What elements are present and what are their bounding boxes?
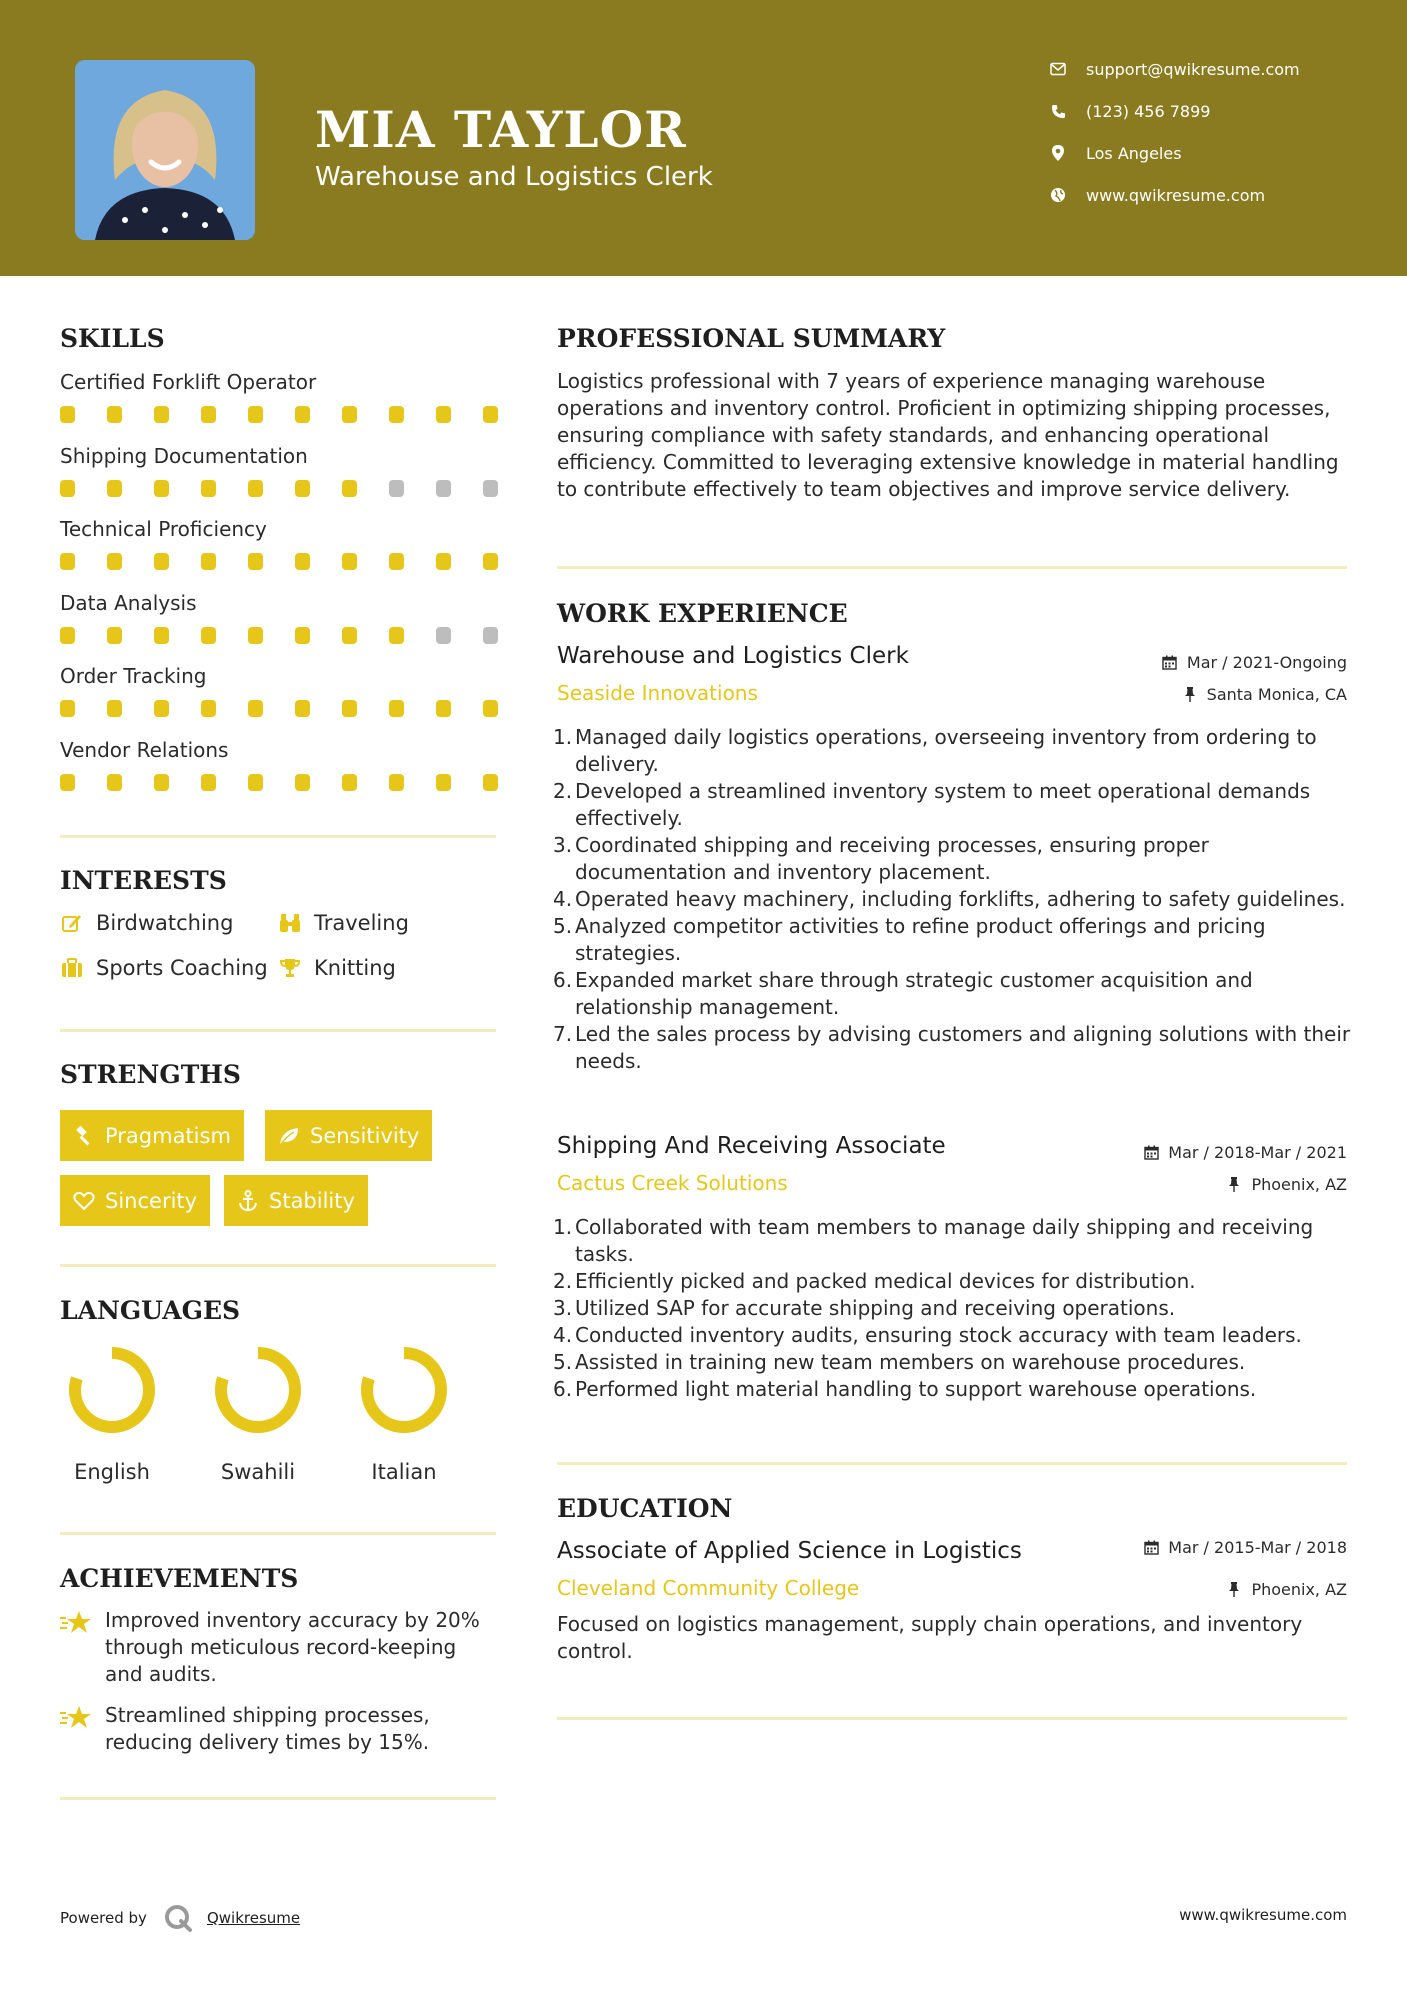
job-bullet: 3. Coordinated shipping and receiving processes, ensuring proper documentation and inventory placement.: [553, 833, 1209, 884]
job-bullet: 2. Developed a streamlined inventory system to meet operational demands effectively.: [553, 779, 1311, 830]
contact-phone-text: (123) 456 7899: [1086, 101, 1211, 121]
skill-rating-dot: [107, 700, 122, 717]
language-gauge-arc: [221, 1353, 295, 1427]
job-location-text: Santa Monica, CA: [1206, 685, 1347, 704]
job-date: [1162, 653, 1347, 672]
skill-rating-dot: [154, 774, 169, 791]
job-bullets: [553, 1214, 1353, 1403]
strength-badge: [224, 1175, 368, 1226]
interest-label: Birdwatching: [96, 911, 234, 935]
languages-divider: [60, 1532, 496, 1535]
education-divider: [557, 1717, 1347, 1720]
star-icon: [60, 1610, 92, 1634]
language-gauge: [359, 1345, 449, 1435]
interest-label: Traveling: [314, 911, 409, 935]
job-bullet: 5. Assisted in training new team members on warehouse procedures.: [553, 1350, 1246, 1374]
skill-rating-dot: [201, 627, 216, 644]
footer-powered-by: [60, 1903, 300, 1933]
pushpin-icon: [1182, 687, 1198, 703]
job-bullet-text: Assisted in training new team members on warehouse procedures.: [575, 1350, 1246, 1374]
job-bullet-text: Utilized SAP for accurate shipping and receiving operations.: [575, 1296, 1176, 1320]
job-bullet: 6. Performed light material handling to support warehouse operations.: [553, 1377, 1257, 1401]
skill-rating-dot: [248, 700, 263, 717]
job-bullet-text: Coordinated shipping and receiving processes, ensuring proper documentation and inventory placement.: [575, 833, 1209, 884]
skill-rating: [60, 406, 500, 426]
leaf-icon: [278, 1125, 300, 1147]
contact-email-text: support@qwikresume.com: [1086, 59, 1300, 79]
job-location-text: Phoenix, AZ: [1251, 1175, 1347, 1194]
language-item: [344, 1345, 464, 1484]
skills-heading: SKILLS: [60, 324, 165, 353]
strengths-divider: [60, 1264, 496, 1267]
skill-rating-dot: [389, 406, 404, 423]
education-date-text: Mar / 2015-Mar / 2018: [1168, 1538, 1347, 1557]
skill-rating-dot: [483, 774, 498, 791]
gavel-icon: [73, 1125, 95, 1147]
strength-badge: [60, 1110, 244, 1161]
job-bullet: 1. Collaborated with team members to manage daily shipping and receiving tasks.: [553, 1215, 1314, 1266]
binoculars-icon: [278, 911, 302, 935]
job-bullet-text: Collaborated with team members to manage daily shipping and receiving tasks.: [575, 1215, 1314, 1266]
skill-rating-dot: [483, 553, 498, 570]
calendar-icon: [1143, 1540, 1159, 1556]
skill-rating: [60, 553, 500, 573]
skill-rating-dot: [295, 553, 310, 570]
job-bullet: 6. Expanded market share through strategic customer acquisition and relationship management.: [553, 968, 1253, 1019]
contact-website[interactable]: [1050, 180, 1380, 210]
strength-label: Stability: [269, 1188, 355, 1213]
achievements-divider: [60, 1797, 496, 1800]
skill-rating-dot: [436, 553, 451, 570]
skill-rating-dot: [201, 406, 216, 423]
powered-by-label: Powered by: [60, 1909, 147, 1927]
job-date: [1143, 1143, 1347, 1162]
skill-rating-dot: [342, 700, 357, 717]
job-company: Cactus Creek Solutions: [557, 1171, 788, 1195]
skill-rating-dot: [295, 700, 310, 717]
skill-rating-dot: [154, 700, 169, 717]
job-bullet: 2. Efficiently picked and packed medical devices for distribution.: [553, 1269, 1196, 1293]
interest-item: [60, 956, 268, 980]
strengths-heading: STRENGTHS: [60, 1060, 241, 1089]
skill-rating-dot: [436, 627, 451, 644]
location-pin-icon: [1050, 145, 1066, 161]
contact-phone[interactable]: [1050, 96, 1380, 126]
summary-heading: PROFESSIONAL SUMMARY: [557, 324, 946, 353]
skill-rating-dot: [60, 627, 75, 644]
skill-rating: [60, 700, 500, 720]
anchor-icon: [237, 1190, 259, 1212]
job-bullets: [553, 724, 1353, 1075]
skill-rating-dot: [248, 553, 263, 570]
skill-name: Certified Forklift Operator: [60, 370, 317, 394]
skill-rating-dot: [389, 553, 404, 570]
pencil-icon: [60, 911, 84, 935]
skill-rating-dot: [295, 480, 310, 497]
skill-rating-dot: [60, 406, 75, 423]
job-bullet-text: Performed light material handling to support warehouse operations.: [575, 1377, 1257, 1401]
language-item: [52, 1345, 172, 1484]
skill-rating: [60, 774, 500, 794]
achievement-item: [60, 1702, 500, 1756]
language-gauge-arc: [367, 1353, 441, 1427]
strength-label: Pragmatism: [105, 1123, 231, 1148]
qwikresume-link[interactable]: Qwikresume: [206, 1909, 301, 1927]
skill-rating-dot: [248, 774, 263, 791]
skill-rating-dot: [295, 627, 310, 644]
skill-rating-dot: [295, 406, 310, 423]
skill-rating-dot: [342, 774, 357, 791]
job-bullet-text: Expanded market share through strategic customer acquisition and relationship management.: [575, 968, 1253, 1019]
interest-item: [278, 956, 396, 980]
job-location: [1182, 685, 1347, 704]
skill-rating-dot: [154, 627, 169, 644]
skills-divider: [60, 835, 496, 838]
achievements-heading: ACHIEVEMENTS: [60, 1564, 299, 1593]
education-heading: EDUCATION: [557, 1494, 733, 1523]
skill-rating-dot: [107, 406, 122, 423]
job-bullet: 5. Analyzed competitor activities to refine product offerings and pricing strategies.: [553, 914, 1266, 965]
skill-rating-dot: [342, 480, 357, 497]
skill-rating: [60, 480, 500, 500]
skill-rating-dot: [154, 553, 169, 570]
job-bullet-text: Managed daily logistics operations, overseeing inventory from ordering to delivery.: [575, 725, 1317, 776]
strength-label: Sensitivity: [310, 1123, 420, 1148]
star-icon: [60, 1705, 92, 1729]
phone-icon: [1050, 103, 1066, 119]
qwikresume-logo-icon: [163, 1903, 193, 1933]
language-name: Italian: [371, 1460, 437, 1484]
envelope-icon: [1050, 61, 1066, 77]
job-bullet-text: Analyzed competitor activities to refine product offerings and pricing strategies.: [575, 914, 1266, 965]
contact-email[interactable]: [1050, 54, 1380, 84]
interests-divider: [60, 1029, 496, 1032]
skill-rating-dot: [483, 700, 498, 717]
job-bullet: 4. Conducted inventory audits, ensuring stock accuracy with team leaders.: [553, 1323, 1302, 1347]
skill-rating-dot: [107, 480, 122, 497]
skill-rating-dot: [483, 480, 498, 497]
skill-rating-dot: [107, 774, 122, 791]
pushpin-icon: [1226, 1582, 1242, 1598]
skill-rating-dot: [154, 406, 169, 423]
job-bullet: 3. Utilized SAP for accurate shipping and receiving operations.: [553, 1296, 1176, 1320]
pushpin-icon: [1226, 1177, 1242, 1193]
job-bullet: 7. Led the sales process by advising customers and aligning solutions with their needs.: [553, 1022, 1351, 1073]
job-bullet: 1. Managed daily logistics operations, overseeing inventory from ordering to delivery.: [553, 725, 1317, 776]
skill-rating-dot: [389, 627, 404, 644]
summary-divider: [557, 566, 1347, 569]
education-location-text: Phoenix, AZ: [1251, 1580, 1347, 1599]
language-gauge-arc: [75, 1353, 149, 1427]
education-date: [1143, 1538, 1347, 1557]
languages-heading: LANGUAGES: [60, 1296, 241, 1325]
strength-badge: [265, 1110, 432, 1161]
interest-item: [60, 911, 233, 935]
profile-photo: [75, 60, 255, 240]
skill-rating-dot: [248, 627, 263, 644]
job-bullet-text: Conducted inventory audits, ensuring stock accuracy with team leaders.: [575, 1323, 1302, 1347]
contact-location-text: Los Angeles: [1086, 143, 1182, 163]
job-company: Seaside Innovations: [557, 681, 758, 705]
contact-website-text: www.qwikresume.com: [1086, 185, 1266, 205]
job-date-text: Mar / 2018-Mar / 2021: [1168, 1143, 1347, 1162]
job-title: Shipping And Receiving Associate: [557, 1133, 946, 1159]
job-bullet-text: Developed a streamlined inventory system to meet operational demands effectively.: [575, 779, 1311, 830]
interests-heading: INTERESTS: [60, 866, 227, 895]
skill-rating-dot: [436, 774, 451, 791]
job-location: [1226, 1175, 1347, 1194]
skill-rating-dot: [295, 774, 310, 791]
calendar-icon: [1143, 1145, 1159, 1161]
skill-rating-dot: [248, 480, 263, 497]
skill-rating-dot: [248, 406, 263, 423]
interest-item: [278, 911, 409, 935]
skill-rating-dot: [60, 774, 75, 791]
skill-rating-dot: [342, 406, 357, 423]
skill-rating-dot: [201, 480, 216, 497]
footer-website[interactable]: www.qwikresume.com: [1179, 1906, 1347, 1924]
job-bullet-text: Efficiently picked and packed medical devices for distribution.: [575, 1269, 1196, 1293]
skill-rating-dot: [60, 480, 75, 497]
education-description: Focused on logistics management, supply chain operations, and inventory control.: [557, 1612, 1303, 1663]
job-bullet-text: Operated heavy machinery, including forklifts, adhering to safety guidelines.: [575, 887, 1346, 911]
skill-rating-dot: [436, 406, 451, 423]
interest-label: Knitting: [314, 956, 396, 980]
achievement-item: [60, 1607, 500, 1688]
skill-rating-dot: [201, 700, 216, 717]
globe-icon: [1050, 187, 1066, 203]
skill-rating-dot: [342, 627, 357, 644]
job-bullet-text: Led the sales process by advising customers and aligning solutions with their needs.: [575, 1022, 1351, 1073]
skill-rating-dot: [342, 553, 357, 570]
skill-rating: [60, 627, 500, 647]
job-title: Warehouse and Logistics Clerk: [557, 643, 909, 669]
skill-rating-dot: [154, 480, 169, 497]
achievement-text: Improved inventory accuracy by 20% through meticulous record-keeping and audits.: [105, 1608, 480, 1686]
language-name: English: [74, 1460, 150, 1484]
skill-rating-dot: [436, 700, 451, 717]
skill-name: Technical Proficiency: [60, 517, 267, 541]
education-degree: Associate of Applied Science in Logistics: [557, 1538, 1022, 1564]
strength-badge: [60, 1175, 210, 1226]
skill-name: Order Tracking: [60, 664, 207, 688]
skill-rating-dot: [483, 406, 498, 423]
language-item: [198, 1345, 318, 1484]
language-gauge: [67, 1345, 157, 1435]
skill-rating-dot: [389, 774, 404, 791]
education-school: Cleveland Community College: [557, 1576, 860, 1600]
skill-rating-dot: [389, 700, 404, 717]
interest-label: Sports Coaching: [96, 956, 268, 980]
language-name: Swahili: [220, 1460, 296, 1484]
skill-rating-dot: [389, 480, 404, 497]
skill-rating-dot: [60, 700, 75, 717]
candidate-name: MIA TAYLOR: [315, 100, 687, 159]
skill-name: Vendor Relations: [60, 737, 229, 762]
skill-rating-dot: [201, 774, 216, 791]
heart-icon: [73, 1190, 95, 1212]
language-gauge: [213, 1345, 303, 1435]
skill-name: Data Analysis: [60, 590, 197, 615]
experience-divider: [557, 1462, 1347, 1465]
skill-rating-dot: [436, 480, 451, 497]
skill-rating-dot: [60, 553, 75, 570]
skill-rating-dot: [483, 627, 498, 644]
skill-name: Shipping Documentation: [60, 443, 308, 468]
experience-heading: WORK EXPERIENCE: [557, 599, 848, 628]
briefcase-icon: [60, 956, 84, 980]
strength-label: Sincerity: [105, 1188, 198, 1213]
trophy-icon: [278, 956, 302, 980]
skill-rating-dot: [107, 553, 122, 570]
calendar-icon: [1162, 655, 1178, 671]
achievement-text: Streamlined shipping processes, reducing delivery times by 15%.: [105, 1703, 430, 1754]
contact-location: [1050, 138, 1380, 168]
education-location: [1226, 1580, 1347, 1599]
summary-text: Logistics professional with 7 years of experience managing warehouse operations and inventory control. Proficient in optimizing shipping processes, ensuring compliance with safety standards, and enhancing operational efficiency. Committed to leveraging extensive knowledge in material handling to contribute effectively to team objectives and improve service delivery.: [557, 369, 1339, 501]
header-banner: [0, 0, 1407, 276]
job-bullet: 4. Operated heavy machinery, including forklifts, adhering to safety guidelines.: [553, 887, 1346, 911]
skill-rating-dot: [201, 553, 216, 570]
candidate-title: Warehouse and Logistics Clerk: [315, 162, 713, 192]
job-date-text: Mar / 2021-Ongoing: [1186, 653, 1347, 672]
skill-rating-dot: [107, 627, 122, 644]
